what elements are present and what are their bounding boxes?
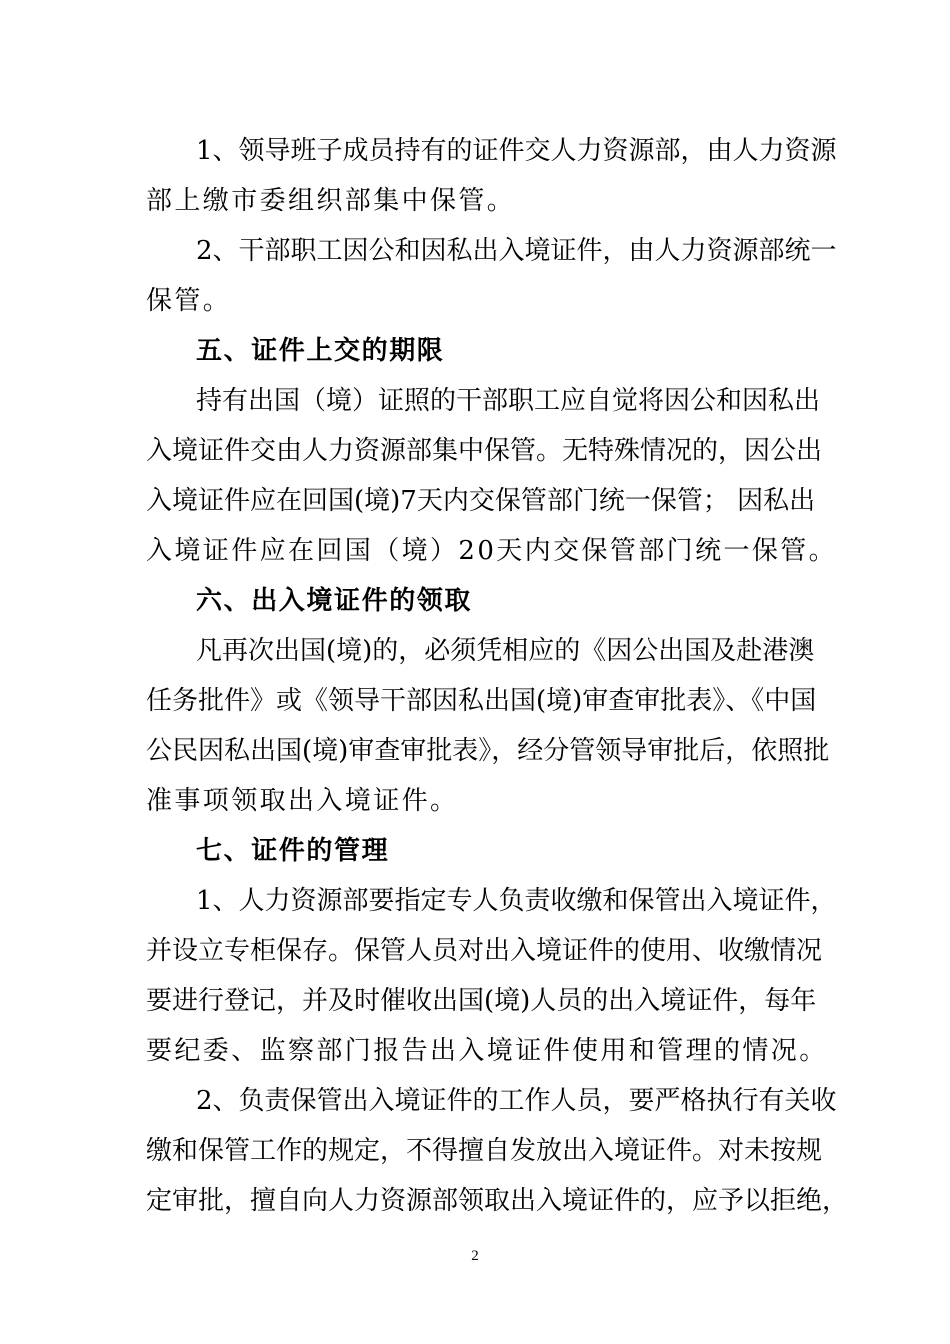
paragraph-5-line-2: 并设立专柜保存。保管人员对出入境证件的使用、收缴情况 bbox=[146, 936, 823, 966]
paragraph-6-line-2: 缴和保管工作的规定，不得擅自发放出入境证件。对未按规 bbox=[146, 1136, 823, 1166]
paragraph-4-line-2: 任务批件》或《领导干部因私出国(境)审查审批表》、《中国 bbox=[146, 686, 817, 716]
paragraph-5-line-1: 1、人力资源部要指定专人负责收缴和保管出入境证件， bbox=[196, 886, 837, 916]
paragraph-3-line-1: 持有出国（境）证照的干部职工应自觉将因公和因私出 bbox=[196, 386, 821, 416]
section-heading-6: 六、出入境证件的领取 bbox=[196, 586, 473, 616]
paragraph-1-line-2: 部上缴市委组织部集中保管。 bbox=[146, 186, 516, 216]
page-number: 2 bbox=[471, 1248, 479, 1264]
paragraph-3-line-4: 入境证件应在回国（境）20天内交保管部门统一保管。 bbox=[146, 536, 838, 566]
paragraph-4-line-3: 公民因私出国(境)审查审批表》，经分管领导审批后，依照批 bbox=[146, 736, 830, 766]
paragraph-2-line-2: 保管。 bbox=[146, 286, 232, 316]
paragraph-3-line-3: 入境证件应在回国(境)7天内交保管部门统一保管； 因私出 bbox=[146, 486, 816, 516]
paragraph-5-line-3: 要进行登记，并及时催收出国(境)人员的出入境证件，每年 bbox=[146, 986, 817, 1016]
paragraph-4-line-4: 准事项领取出入境证件。 bbox=[146, 786, 459, 816]
paragraph-4-line-1: 凡再次出国(境)的，必须凭相应的《因公出国及赴港澳 bbox=[196, 636, 815, 666]
paragraph-1-line-1: 1、领导班子成员持有的证件交人力资源部，由人力资源 bbox=[196, 136, 837, 166]
section-heading-5: 五、证件上交的期限 bbox=[196, 336, 445, 366]
paragraph-3-line-2: 入境证件交由人力资源部集中保管。无特殊情况的，因公出 bbox=[146, 436, 823, 466]
paragraph-5-line-4: 要纪委、监察部门报告出入境证件使用和管理的情况。 bbox=[146, 1036, 828, 1066]
paragraph-6-line-1: 2、负责保管出入境证件的工作人员，要严格执行有关收 bbox=[196, 1086, 837, 1116]
paragraph-6-line-3: 定审批，擅自向人力资源部领取出入境证件的，应予以拒绝， bbox=[146, 1186, 849, 1216]
section-heading-7: 七、证件的管理 bbox=[196, 836, 390, 866]
paragraph-2-line-1: 2、干部职工因公和因私出入境证件，由人力资源部统一 bbox=[196, 236, 837, 266]
